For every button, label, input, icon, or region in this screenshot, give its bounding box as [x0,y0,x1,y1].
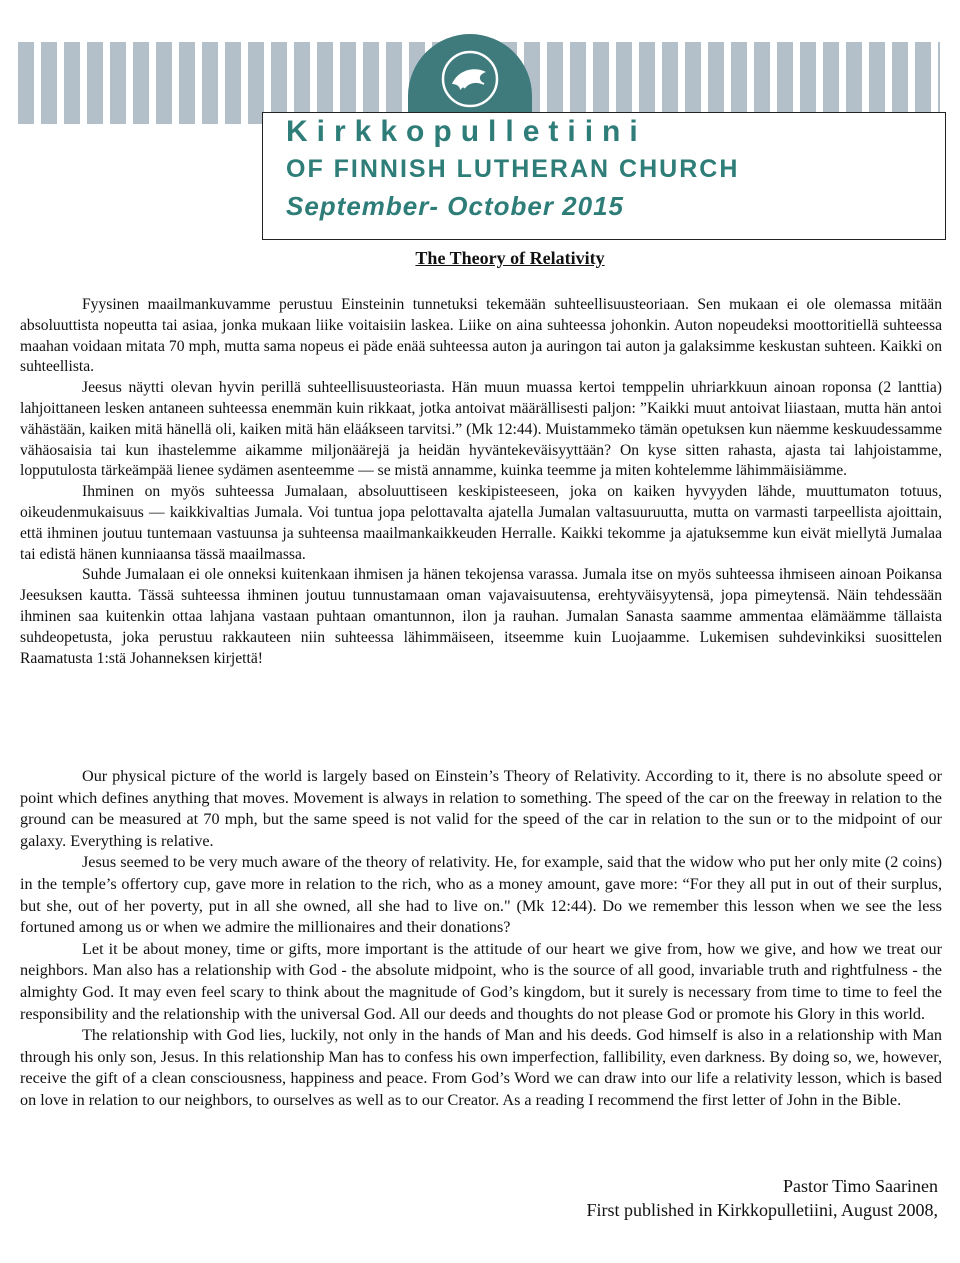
author-signature: Pastor Timo Saarinen [782,1176,938,1196]
publication-note: First published in Kirkkopulletiini, August 2008, [586,1200,938,1220]
article-title: The Theory of Relativity [415,248,605,268]
paragraph: Fyysinen maailmankuvamme perustuu Einsteinin tunnetuksi tekemään suhteellisuusteoriaan. Sen mukaan ei ole olemassa mitään absoluuttista nopeutta tai asiaa, jonka mukaan liike voitaisiin laskea. Liike on aina suhteessa johonkin. Auton nopeudeksi moottoritiellä suhteessa maahan voidaan mitata 70 mph, mutta sama nopeus ei päde enää suhteessa auton ja auringon tai auton ja galaksimme keskustan suhteen. Kaikki on suhteellista. [20,296,942,376]
paragraph: Suhde Jumalaan ei ole onneksi kuitenkaan ihmisen ja hänen tekojensa varassa. Jumala itse on myös suhteessa ihmiseen ainoan Poikansa Jeesuksen kautta. Tässä suhteessa ihminen joutuu tunnustamaan oman vajavaisuutensa, erehtyväisyytensä, jopa pimeytensä. Näin tehdessään ihminen saa kuitenkin ottaa lahjana vastaan puhtaan omantunnon, ilon ja rauhan. Jumalan Sanasta saamme ammentaa elämäämme tällaista suhdeopetusta, joka perustuu rakkauteen niin suhteessa lähimmäiseen, itseemme kuin Luojaamme. Lukemisen suhdevinkiksi suosittelen Raamatusta 1:stä Johanneksen kirjettä! [20,566,942,667]
paragraph: The relationship with God lies, luckily, not only in the hands of Man and his deeds. God himself is also in a relationship with Man through his only son, Jesus. In this relationship Man has to confess his own imperfection, fallibility, even darkness. By doing so, we, however, receive the gift of a clean consciousness, happiness and peace. From God’s Word we can draw into our life a relativity lesson, which is based on love in relation to our neighbors, to ourselves as well as to our Creator. As a reading I recommend the first letter of John in the Bible. [20,1026,942,1109]
dove-leaf-emblem-icon [430,48,510,110]
paragraph: Jeesus näytti olevan hyvin perillä suhteellisuusteoriasta. Hän muun muassa kertoi temppelin uhriarkkuun ainoan roponsa (2 lanttia) lahjoittaneen lesken antaneen suhteessa enemmän kuin rikkaat, jotka antoivat määrällisesti paljon: ”Kaikki muut antoivat liiastaan, mutta hän antoi vähästään, kaiken mitä hänellä oli, kaiken mitä hän eläákseen tarvitsi.” (Mk 12:44). Muistammeko tämän opetuksen kun näemme keskuudessamme vähäosaisia tai kun ihastelemme aikamme miljonäärejä ja heidän hyväntekeväisyyttään? On kyse sitten rahasta, ajasta tai lahjoistamme, lopputulosta tärkeämpää lienee sydämen asenteemme — se mistä annamme, kuinka teemme ja miten kohtelemme lähimmäisiämme. [20,379,942,480]
paragraph: Ihminen on myös suhteessa Jumalaan, absoluuttiseen keskipisteeseen, joka on kaiken hyvyyden lähde, muuttumaton totuus, oikeudenmukaisuus — kaikkivaltias Jumala. Voi tuntua jopa pelottavalta ajatella Jumalan valtasuuruutta, mutta on varmasti tarpeellista ajoittain, että ihminen joutuu tuntemaan vastuunsa ja suhteensa maailmankaikkeuden Herralle. Kaikki tekomme ja ajatuksemme kun eivät miellytä Jumalaa tai edistä hänen kunniaansa tässä maailmassa. [20,483,942,563]
paragraph: Our physical picture of the world is largely based on Einstein’s Theory of Relativity. According to it, there is no absolute speed or point which defines anything that moves. Movement is always in relation to something. The speed of the car on the freeway in relation to the ground can be measured at 70 mph, but the same speed is not valid for the speed of the car in relation to the sun or to the midpoint of our galaxy. Everything is relative. [20,767,942,850]
newsletter-subtitle: OF FINNISH LUTHERAN CHURCH [286,155,740,183]
issue-date: September- October 2015 [286,191,625,221]
article-body-english [20,766,942,1112]
paragraph: Let it be about money, time or gifts, more important is the attitude of our heart we give from, how we give, and how we treat our neighbors. Man also has a relationship with God - the absolute midpoint, who is the source of all good, invariable truth and rightfulness - the almighty God. It may even feel scary to think about the magnitude of God’s kingdom, but it surely is necessary from time to time to feel the responsibility and the relationship with the universal God. All our deeds and thoughts do not please God or promote his Glory in this world. [20,939,942,1023]
article-body-finnish [20,295,942,669]
paragraph: Jesus seemed to be very much aware of the theory of relativity. He, for example, said that the widow who put her only mite (2 coins) in the temple’s offertory cup, gave more in relation to the rich, who as a money amount, gave more: “For they all put in out of their surplus, but she, out of her poverty, put in all she owned, all she had to live on." (Mk 12:44). Do we remember this lesson when we see the less fortuned among us or when we admire the millionaires and their donations? [20,853,942,937]
masthead [286,114,926,224]
newsletter-title: Kirkkopulletiini [286,115,647,148]
